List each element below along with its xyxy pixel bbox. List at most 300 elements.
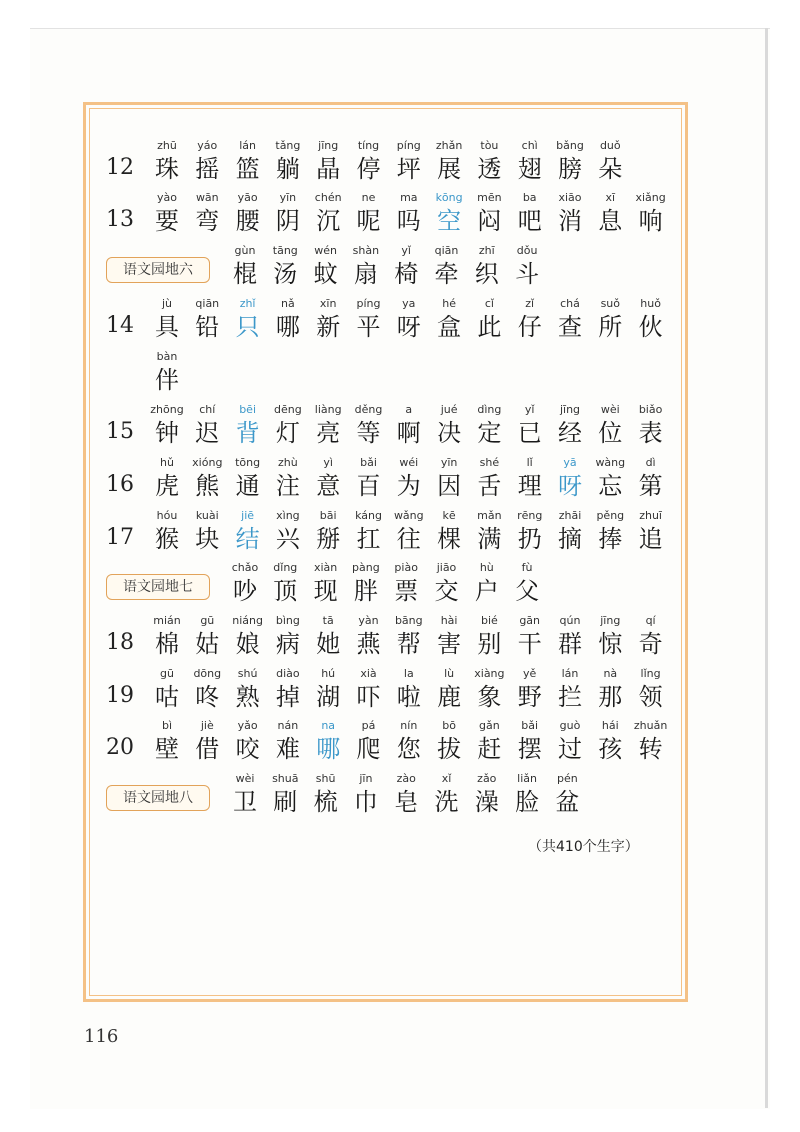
pinyin: mián	[153, 614, 181, 627]
character-cell	[630, 666, 672, 712]
pinyin: yǐ	[524, 403, 535, 416]
pinyin: na	[321, 719, 336, 732]
hanzi: 胖	[353, 577, 378, 605]
hanzi: 坪	[396, 155, 421, 183]
hanzi: 晶	[316, 155, 341, 183]
hanzi: 象	[477, 683, 502, 711]
pinyin: jué	[440, 403, 458, 416]
character-cell	[509, 613, 551, 659]
character-cell	[345, 771, 387, 817]
hanzi: 膀	[558, 155, 582, 183]
lesson-number: 19	[106, 683, 134, 708]
lesson-number: 15	[106, 419, 134, 444]
hanzi: 具	[155, 313, 179, 341]
pinyin: tāng	[272, 244, 298, 257]
character-cell	[267, 138, 309, 184]
hanzi: 那	[598, 683, 623, 711]
pinyin: pén	[557, 772, 578, 785]
hanzi: 吵	[233, 577, 257, 605]
table-row	[0, 718, 800, 768]
pinyin: yì	[323, 456, 333, 469]
pinyin: hù	[479, 561, 494, 574]
character-cell	[146, 666, 188, 712]
pinyin: zhāi	[558, 509, 582, 522]
hanzi: 汤	[273, 260, 298, 288]
character-cell	[146, 349, 188, 395]
character-cell	[549, 613, 591, 659]
pinyin: yā	[563, 456, 577, 469]
hanzi: 因	[437, 472, 462, 500]
pinyin: zhù	[278, 456, 298, 469]
hanzi: 摇	[195, 155, 220, 183]
hanzi: 腰	[235, 207, 260, 235]
character-cell	[227, 666, 269, 712]
pinyin: yě	[523, 667, 537, 680]
character-cell	[385, 560, 427, 606]
pinyin: hái	[601, 719, 619, 732]
character-cell	[305, 560, 347, 606]
character-cell	[630, 402, 672, 448]
character-cell	[630, 455, 672, 501]
hanzi: 您	[396, 735, 421, 763]
hanzi: 吓	[356, 683, 381, 711]
hanzi: 群	[558, 630, 582, 658]
character-cell	[549, 666, 591, 712]
pinyin: wàng	[595, 456, 626, 469]
pinyin: jiè	[200, 719, 214, 732]
hanzi: 壁	[155, 735, 179, 763]
character-cell	[428, 138, 470, 184]
pinyin: zhǐ	[239, 297, 256, 310]
character-cell	[264, 771, 306, 817]
hanzi: 票	[394, 577, 419, 605]
pinyin: qún	[559, 614, 581, 627]
character-cell	[630, 190, 672, 236]
pinyin: ne	[361, 191, 376, 204]
character-cell	[509, 666, 551, 712]
pinyin: lǐ	[526, 456, 533, 469]
hanzi: 仔	[517, 313, 542, 341]
hanzi: 难	[275, 735, 300, 763]
character-cell	[186, 508, 228, 554]
character-cell	[630, 718, 672, 764]
hanzi: 现	[313, 577, 338, 605]
character-cell	[264, 243, 306, 289]
hanzi: 她	[316, 630, 341, 658]
hanzi: 呀	[558, 472, 582, 500]
character-cell	[388, 666, 430, 712]
hanzi: 定	[477, 419, 502, 447]
table-row	[0, 455, 800, 505]
character-cell	[146, 138, 188, 184]
hanzi: 娘	[235, 630, 260, 658]
character-cell	[388, 613, 430, 659]
hanzi: 刷	[273, 788, 298, 816]
character-cell	[388, 718, 430, 764]
character-cell	[468, 613, 510, 659]
pinyin: gùn	[234, 244, 256, 257]
hanzi: 呀	[396, 313, 421, 341]
pinyin: lán	[239, 139, 256, 152]
character-cell	[468, 296, 510, 342]
character-cell	[549, 138, 591, 184]
pinyin: ba	[522, 191, 537, 204]
character-cell	[227, 455, 269, 501]
pinyin: tā	[322, 614, 334, 627]
pinyin: shàn	[352, 244, 380, 257]
character-cell	[428, 296, 470, 342]
character-cell	[466, 771, 508, 817]
hanzi: 拦	[558, 683, 582, 711]
character-cell	[348, 666, 390, 712]
character-cell	[227, 138, 269, 184]
hanzi: 消	[558, 207, 582, 235]
pinyin: wèi	[600, 403, 620, 416]
character-cell	[589, 455, 631, 501]
character-cell	[428, 613, 470, 659]
hanzi: 害	[437, 630, 462, 658]
table-row	[0, 190, 800, 240]
hanzi: 棍	[233, 260, 257, 288]
pinyin: xiàn	[313, 561, 338, 574]
character-cell	[466, 560, 508, 606]
polyphone-character	[428, 190, 470, 236]
pinyin: nǎ	[281, 297, 295, 310]
pinyin: hǔ	[160, 456, 174, 469]
pinyin: dì	[645, 456, 656, 469]
page-number: 116	[84, 1026, 119, 1047]
hanzi: 珠	[155, 155, 179, 183]
table-row	[0, 560, 800, 610]
pinyin: a	[405, 403, 413, 416]
pinyin: hài	[440, 614, 458, 627]
hanzi: 户	[474, 577, 499, 605]
pinyin: chá	[560, 297, 580, 310]
pinyin: tòu	[480, 139, 499, 152]
pinyin: bǎi	[521, 719, 539, 732]
hanzi: 沉	[316, 207, 341, 235]
character-cell	[630, 296, 672, 342]
character-cell	[428, 718, 470, 764]
pinyin: dēng	[274, 403, 302, 416]
character-cell	[186, 402, 228, 448]
hanzi: 伙	[638, 313, 663, 341]
character-cell	[348, 613, 390, 659]
hanzi: 灯	[275, 419, 300, 447]
pinyin: jīng	[559, 403, 581, 416]
pinyin: zǐ	[525, 297, 535, 310]
hanzi: 钟	[155, 419, 179, 447]
character-cell	[468, 190, 510, 236]
character-cell	[227, 190, 269, 236]
character-cell	[264, 560, 306, 606]
polyphone-character	[227, 296, 269, 342]
pinyin: zhuī	[639, 509, 662, 522]
pinyin: xìng	[276, 509, 300, 522]
hanzi: 注	[275, 472, 300, 500]
pinyin: pàng	[352, 561, 380, 574]
character-cell	[509, 508, 551, 554]
hanzi: 惊	[598, 630, 623, 658]
pinyin: tōng	[235, 456, 261, 469]
pinyin: mǎn	[477, 509, 502, 522]
character-cell	[146, 190, 188, 236]
pinyin: zhǎn	[435, 139, 463, 152]
character-cell	[307, 613, 349, 659]
character-cell	[186, 190, 228, 236]
character-cell	[549, 190, 591, 236]
pinyin: jiāo	[436, 561, 457, 574]
hanzi: 背	[235, 419, 260, 447]
hanzi: 展	[437, 155, 462, 183]
hanzi: 干	[517, 630, 542, 658]
pinyin: nán	[277, 719, 299, 732]
hanzi: 经	[558, 419, 582, 447]
character-cell	[267, 402, 309, 448]
pinyin: liǎn	[517, 772, 537, 785]
hanzi: 弯	[195, 207, 220, 235]
pinyin: xīn	[319, 297, 337, 310]
hanzi: 新	[316, 313, 341, 341]
pinyin: biǎo	[638, 403, 663, 416]
pinyin: shū	[315, 772, 336, 785]
pinyin: dìng	[477, 403, 502, 416]
character-cell	[426, 560, 468, 606]
character-cell	[348, 138, 390, 184]
pinyin: děng	[354, 403, 383, 416]
character-cell	[426, 771, 468, 817]
hanzi: 棉	[155, 630, 179, 658]
character-cell	[267, 190, 309, 236]
hanzi: 掉	[275, 683, 300, 711]
pinyin: zhuǎn	[633, 719, 668, 732]
hanzi: 猴	[155, 525, 179, 553]
total-count: （共410个生字）	[528, 839, 639, 855]
pinyin: bō	[442, 719, 456, 732]
hanzi: 第	[638, 472, 663, 500]
pinyin: yīn	[440, 456, 458, 469]
character-cell	[428, 666, 470, 712]
hanzi: 吧	[517, 207, 542, 235]
table-row	[0, 666, 800, 716]
character-cell	[348, 402, 390, 448]
character-cell	[509, 190, 551, 236]
hanzi: 篮	[235, 155, 260, 183]
character-cell	[348, 508, 390, 554]
hanzi: 扇	[353, 260, 378, 288]
pinyin: tǎng	[275, 139, 301, 152]
pinyin: kuài	[195, 509, 219, 522]
character-cell	[146, 402, 188, 448]
pinyin: wén	[314, 244, 337, 257]
character-cell	[506, 560, 548, 606]
pinyin: bāng	[394, 614, 423, 627]
yuwen-yuandi-badge: 语文园地七	[106, 574, 210, 600]
pinyin: shé	[479, 456, 500, 469]
character-cell	[186, 613, 228, 659]
hanzi: 牵	[434, 260, 459, 288]
hanzi: 忘	[598, 472, 623, 500]
pinyin: wǎng	[393, 509, 424, 522]
character-cell	[509, 296, 551, 342]
character-cell	[589, 718, 631, 764]
hanzi: 百	[356, 472, 381, 500]
character-cell	[146, 508, 188, 554]
character-cell	[267, 455, 309, 501]
pinyin: zhī	[478, 244, 495, 257]
hanzi: 要	[155, 207, 179, 235]
hanzi: 盒	[437, 313, 462, 341]
lesson-number: 17	[106, 525, 134, 550]
pinyin: gān	[519, 614, 541, 627]
hanzi: 父	[515, 577, 540, 605]
character-cell	[186, 718, 228, 764]
character-cell	[468, 455, 510, 501]
character-cell	[468, 666, 510, 712]
pinyin: lǐng	[640, 667, 661, 680]
pinyin: fù	[521, 561, 533, 574]
character-cell	[267, 296, 309, 342]
hanzi: 梳	[313, 788, 338, 816]
character-cell	[224, 771, 266, 817]
hanzi: 块	[195, 525, 220, 553]
character-cell	[227, 718, 269, 764]
hanzi: 扛	[356, 525, 381, 553]
character-cell	[388, 296, 430, 342]
hanzi: 赶	[477, 735, 502, 763]
hanzi: 哪	[316, 735, 341, 763]
character-cell	[468, 402, 510, 448]
character-cell	[345, 560, 387, 606]
hanzi: 野	[517, 683, 542, 711]
hanzi: 澡	[474, 788, 499, 816]
pinyin: bì	[161, 719, 173, 732]
lesson-number: 13	[106, 207, 134, 232]
character-cell	[589, 138, 631, 184]
pinyin: xiàng	[474, 667, 505, 680]
character-cell	[630, 508, 672, 554]
character-cell	[468, 718, 510, 764]
hanzi: 摘	[558, 525, 582, 553]
yuwen-yuandi-badge: 语文园地六	[106, 257, 210, 283]
character-cell	[348, 190, 390, 236]
hanzi: 等	[356, 419, 381, 447]
hanzi: 伴	[155, 366, 179, 394]
hanzi: 哪	[275, 313, 300, 341]
character-cell	[466, 243, 508, 289]
hanzi: 空	[437, 207, 462, 235]
pinyin: yáo	[197, 139, 218, 152]
pinyin: suǒ	[600, 297, 621, 310]
character-cell	[549, 718, 591, 764]
pinyin: lù	[444, 667, 455, 680]
hanzi: 病	[275, 630, 300, 658]
character-cell	[307, 666, 349, 712]
character-cell	[388, 455, 430, 501]
hanzi: 吗	[396, 207, 421, 235]
hanzi: 过	[558, 735, 582, 763]
hanzi: 奇	[638, 630, 663, 658]
character-cell	[509, 455, 551, 501]
polyphone-character	[227, 508, 269, 554]
pinyin: chén	[314, 191, 342, 204]
hanzi: 翅	[517, 155, 542, 183]
pinyin: chì	[521, 139, 538, 152]
character-cell	[267, 718, 309, 764]
lesson-number: 18	[106, 630, 134, 655]
character-cell	[307, 455, 349, 501]
pinyin: gǎn	[479, 719, 500, 732]
polyphone-character	[307, 718, 349, 764]
pinyin: tíng	[357, 139, 380, 152]
character-cell	[385, 243, 427, 289]
character-cell	[345, 243, 387, 289]
pinyin: jīn	[359, 772, 373, 785]
pinyin: zào	[396, 772, 416, 785]
character-cell	[589, 666, 631, 712]
hanzi: 为	[396, 472, 421, 500]
hanzi: 已	[517, 419, 542, 447]
lesson-number: 20	[106, 735, 134, 760]
pinyin: bìng	[275, 614, 300, 627]
pinyin: shuā	[272, 772, 299, 785]
hanzi: 孩	[598, 735, 623, 763]
pinyin: bēi	[239, 403, 256, 416]
hanzi: 咚	[195, 683, 220, 711]
pinyin: bǎng	[556, 139, 584, 152]
pinyin: chǎo	[231, 561, 259, 574]
hanzi: 巾	[353, 788, 378, 816]
pinyin: pěng	[596, 509, 625, 522]
pinyin: ya	[402, 297, 416, 310]
pinyin: nà	[603, 667, 618, 680]
character-cell	[428, 402, 470, 448]
pinyin: wéi	[399, 456, 419, 469]
character-cell	[589, 613, 631, 659]
hanzi: 啦	[396, 683, 421, 711]
character-cell	[630, 613, 672, 659]
character-cell	[388, 402, 430, 448]
hanzi: 卫	[233, 788, 257, 816]
pinyin: rēng	[517, 509, 543, 522]
character-cell	[146, 455, 188, 501]
hanzi: 爬	[356, 735, 381, 763]
character-cell	[186, 296, 228, 342]
pinyin: dōng	[193, 667, 222, 680]
pinyin: yǐ	[401, 244, 411, 257]
hanzi: 湖	[316, 683, 341, 711]
pinyin: xǐ	[441, 772, 452, 785]
character-cell	[468, 138, 510, 184]
pinyin: bié	[480, 614, 498, 627]
character-cell	[506, 243, 548, 289]
character-cell	[388, 508, 430, 554]
pinyin: zhū	[157, 139, 177, 152]
hanzi: 织	[474, 260, 499, 288]
character-cell	[305, 771, 347, 817]
pinyin: dǐng	[273, 561, 298, 574]
hanzi: 领	[638, 683, 663, 711]
pinyin: cǐ	[484, 297, 494, 310]
hanzi: 躺	[275, 155, 300, 183]
lesson-number: 12	[106, 155, 134, 180]
hanzi: 虎	[155, 472, 179, 500]
hanzi: 查	[558, 313, 582, 341]
character-cell	[224, 560, 266, 606]
pinyin: chí	[199, 403, 216, 416]
pinyin: jīng	[600, 614, 621, 627]
character-cell	[388, 138, 430, 184]
